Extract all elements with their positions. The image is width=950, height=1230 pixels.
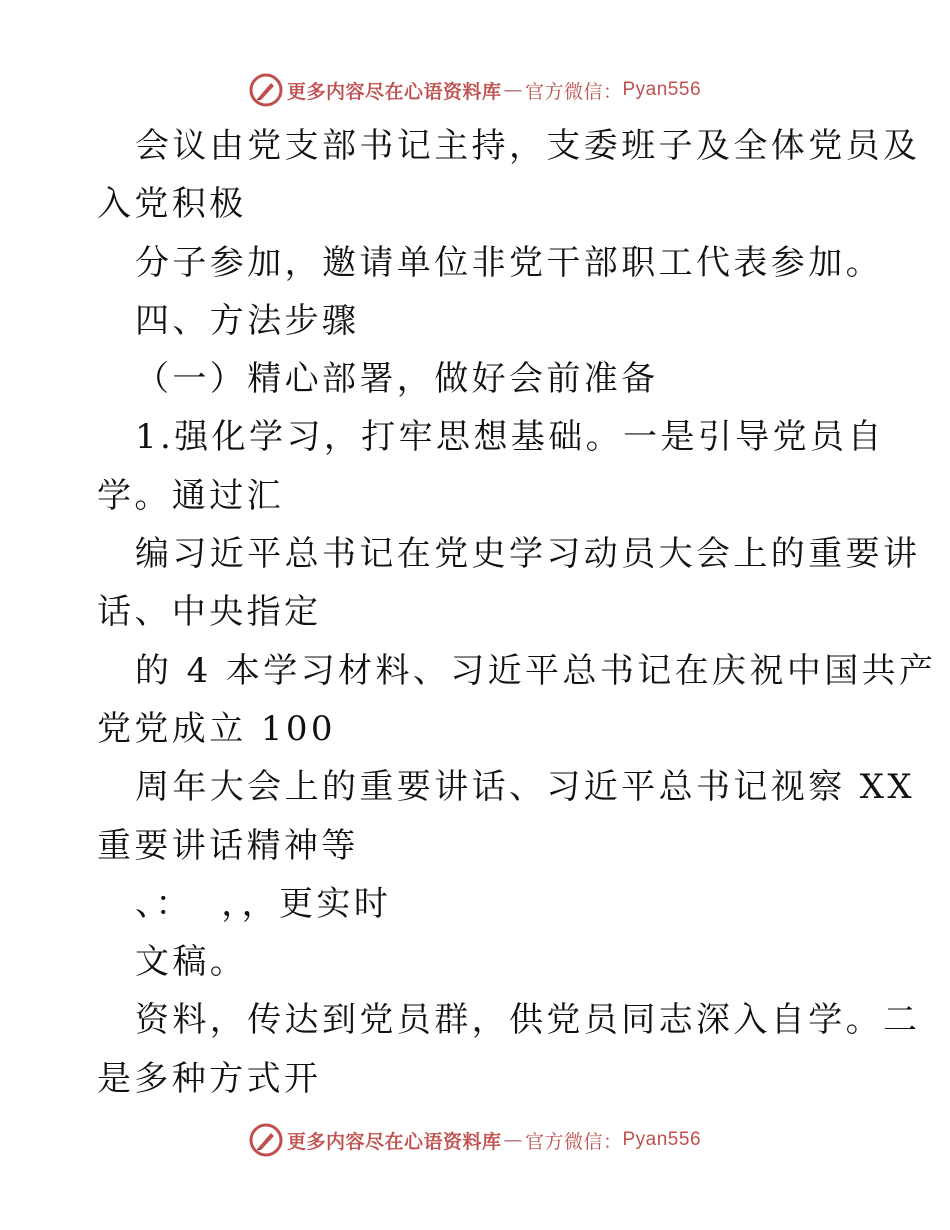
text-line: 会议由党支部书记主持，支委班子及全体党员及 [135,126,921,166]
text-line: 的 4 本学习材料、习近平总书记在庆祝中国共产 [135,650,937,691]
pen-logo-icon [249,1123,283,1157]
text-line: 1.强化学习，打牢思想基础。一是引导党员自 [135,417,885,458]
text-line: 分子参加，邀请单位非党干部职工代表参加。 [135,242,883,283]
watermark-text: 更多内容尽在心语资料库 [286,80,502,103]
text-line: 党党成立 100 [97,708,336,749]
text-line: 资料，传达到党员群，供党员同志深入自学。二 [135,1000,921,1041]
section-heading: 四、方法步骤 [135,300,360,341]
text-line: 重要讲话精神等 [97,825,359,866]
watermark-wechat-id: Pyan556 [622,79,702,100]
watermark-wechat-id: Pyan556 [622,1129,702,1150]
text-line: 文稿。 [135,942,248,983]
pen-logo-icon [249,73,283,107]
watermark-separator: — [503,79,523,101]
footer-watermark [0,1120,950,1160]
text-line: 是多种方式开 [97,1058,322,1099]
document-body [97,117,937,1108]
watermark-separator: — [503,1129,523,1151]
text-line: 入党积极 [97,184,247,225]
watermark-text: 更多内容尽在心语资料库 [286,1130,502,1153]
subsection-heading: （一）精心部署，做好会前准备 [135,359,659,400]
text-line: 学。通过汇 [97,475,284,516]
text-line: 、： ，，更实时 [135,883,392,924]
watermark-wechat-label: 官方微信： [524,1130,623,1153]
watermark-wechat-label: 官方微信： [524,80,623,103]
text-line: 编习近平总书记在党史学习动员大会上的重要讲 [135,534,921,575]
header-watermark [0,70,950,110]
text-line: 周年大会上的重要讲话、习近平总书记视察 XX [135,767,916,808]
text-line: 话、中央指定 [97,592,322,633]
